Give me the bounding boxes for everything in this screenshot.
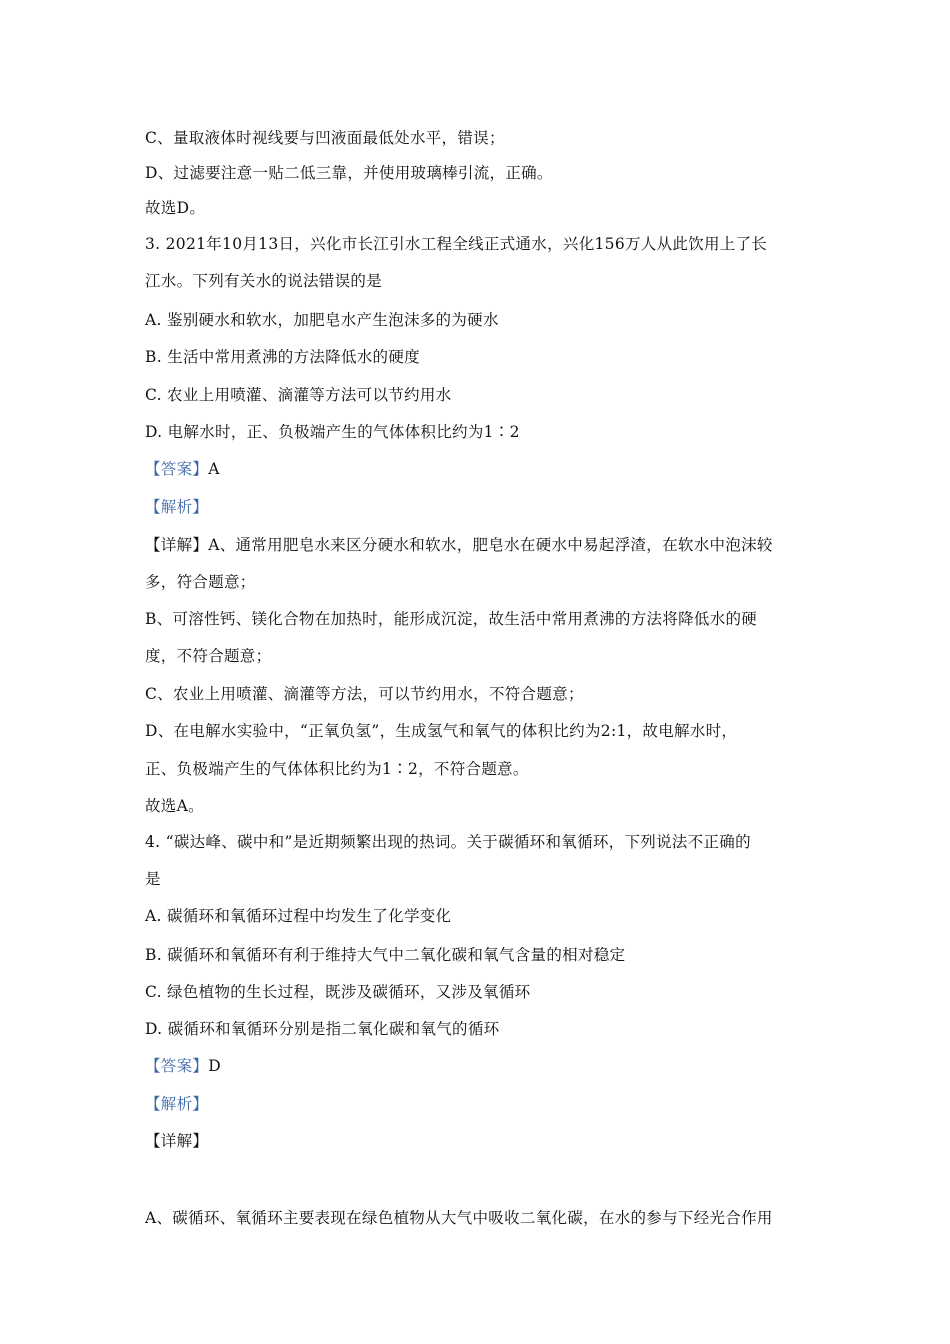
text-line: 江水。下列有关水的说法错误的是 (145, 272, 383, 290)
analysis-tag: 【解析】 (145, 1095, 209, 1113)
text-line: 多，符合题意； (145, 573, 256, 591)
question-3-stem: 3. 2021年10月13日，兴化市长江引水工程全线正式通水，兴化156万人从此饮用上了长 (145, 235, 768, 253)
answer-value: A (208, 460, 220, 478)
detail-line (145, 1131, 208, 1151)
question-4-stem: 4. “碳达峰、碳中和”是近期频繁出现的热词。关于碳循环和氧循环，下列说法不正确的 (145, 833, 751, 851)
analysis-line (145, 497, 208, 517)
analysis-tag: 【解析】 (145, 498, 209, 516)
option-c: C. 农业上用喷灌、滴灌等方法可以节约用水 (145, 386, 452, 404)
option-a: A. 鉴别硬水和软水，加肥皂水产生泡沫多的为硬水 (145, 311, 499, 329)
text-line: 故选D。 (145, 199, 206, 217)
text-line: A、碳循环、氧循环主要表现在绿色植物从大气中吸收二氧化碳，在水的参与下经光合作用 (145, 1209, 773, 1227)
answer-tag: 【答案】 (145, 1057, 209, 1075)
option-d: D. 碳循环和氧循环分别是指二氧化碳和氧气的循环 (145, 1020, 500, 1038)
answer-line (145, 1056, 221, 1076)
detail-tag: 【详解】 (145, 1132, 209, 1150)
option-a: A. 碳循环和氧循环过程中均发生了化学变化 (145, 907, 452, 925)
answer-line (145, 459, 220, 479)
text-line: 故选A。 (145, 797, 204, 815)
analysis-line (145, 1094, 208, 1114)
text-line: C、农业上用喷灌、滴灌等方法，可以节约用水，不符合题意； (145, 685, 584, 703)
text-line: D、过滤要注意一贴二低三靠，并使用玻璃棒引流，正确。 (145, 164, 553, 182)
answer-value: D (208, 1057, 221, 1075)
option-b: B. 碳循环和氧循环有利于维持大气中二氧化碳和氧气含量的相对稳定 (145, 946, 626, 964)
option-b: B. 生活中常用煮沸的方法降低水的硬度 (145, 348, 420, 366)
text-line: 是 (145, 870, 161, 888)
text-line: 正、负极端产生的气体体积比约为1∶2，不符合题意。 (145, 760, 529, 778)
option-c: C. 绿色植物的生长过程，既涉及碳循环，又涉及氧循环 (145, 983, 531, 1001)
text-line: B、可溶性钙、镁化合物在加热时，能形成沉淀，故生活中常用煮沸的方法将降低水的硬 (145, 610, 758, 628)
detail-tag: 【详解】 (145, 536, 209, 554)
text-line: 度，不符合题意； (145, 647, 272, 665)
text-line: C、量取液体时视线要与凹液面最低处水平，错误； (145, 129, 505, 147)
detail-line: 【详解】A、通常用肥皂水来区分硬水和软水，肥皂水在硬水中易起浮渣，在软水中泡沫较 (145, 536, 773, 554)
text-line: D、在电解水实验中，“正氧负氢”，生成氢气和氧气的体积比约为2:1，故电解水时， (145, 722, 738, 740)
answer-tag: 【答案】 (145, 460, 209, 478)
option-d: D. 电解水时，正、负极端产生的气体体积比约为1∶2 (145, 423, 520, 441)
